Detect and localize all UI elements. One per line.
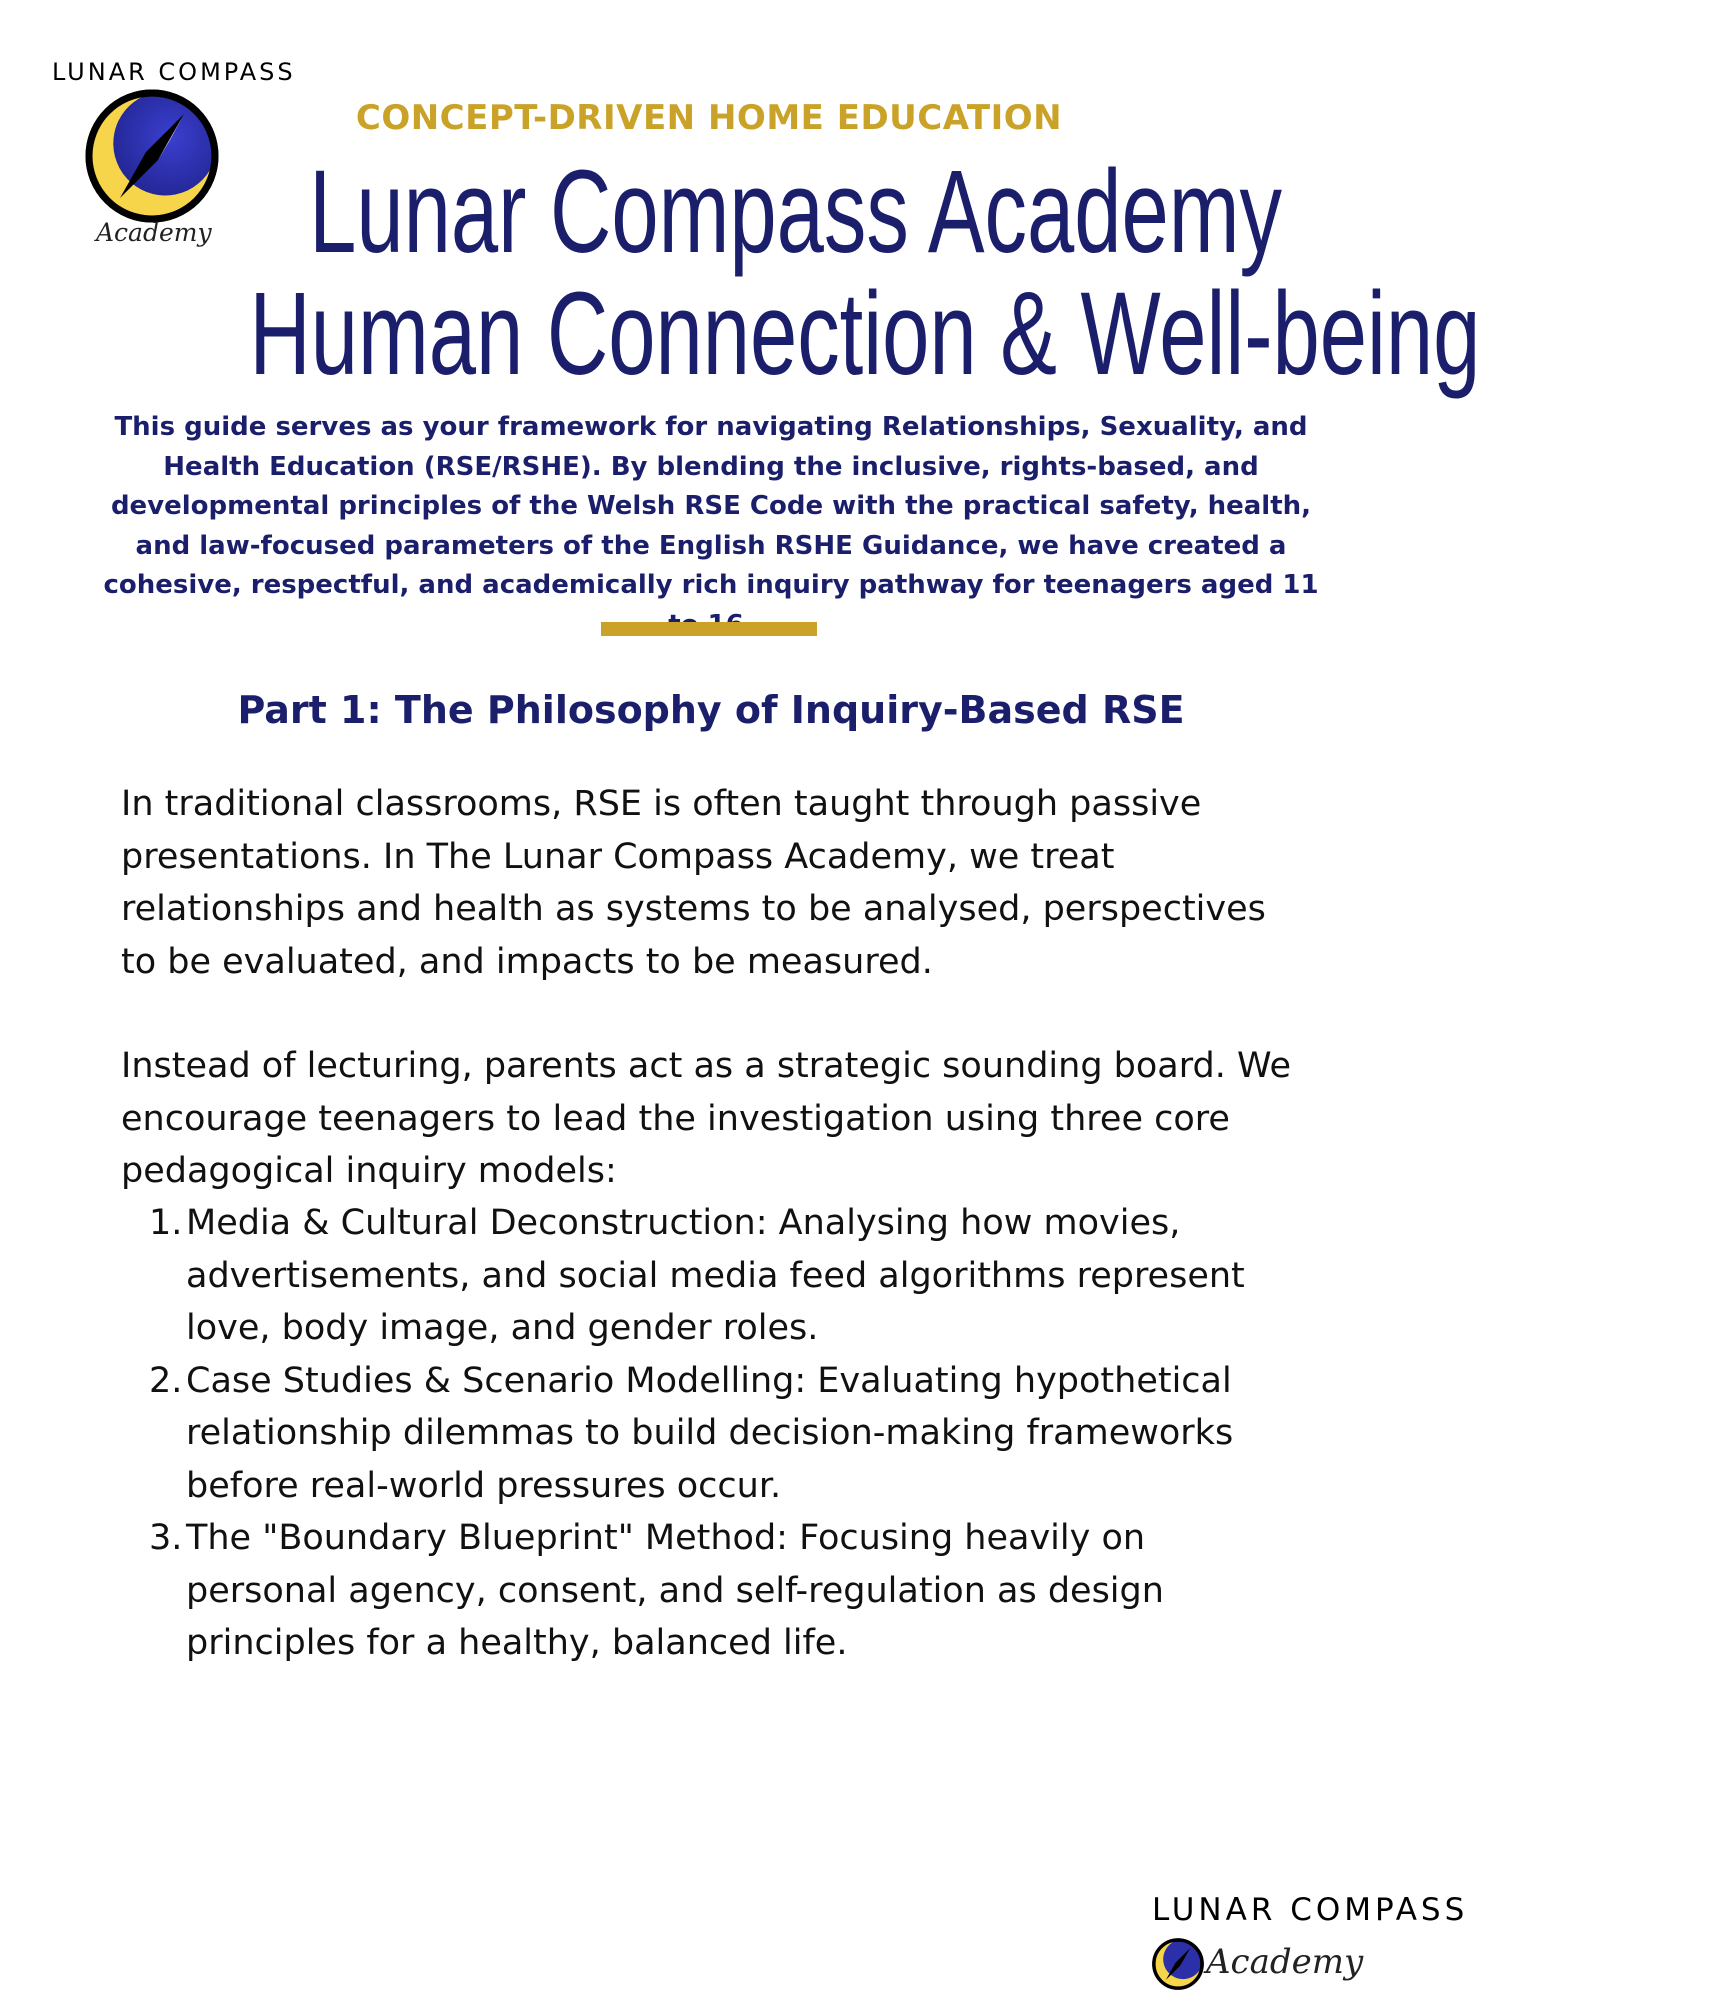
paragraph-2: Instead of lecturing, parents act as a strategic sounding board. We encourage teenagers to lead the investigation using three core pedagogical inquiry models: <box>121 1046 1292 1191</box>
inquiry-models-list <box>121 1197 1301 1670</box>
section-heading: Part 1: The Philosophy of Inquiry-Based RSE <box>237 688 1185 732</box>
list-item <box>121 1197 1301 1355</box>
list-item-text: The "Boundary Blueprint" Method: Focusing heavily on personal agency, consent, and self-regulation as design principles for a healthy, balanced life. <box>186 1518 1164 1663</box>
list-item <box>121 1512 1301 1670</box>
logo-script-text: Academy <box>96 218 212 247</box>
page-title-text-2: Human Connection & Well-being <box>249 268 1481 400</box>
list-item-text: Case Studies & Scenario Modelling: Evaluating hypothetical relationship dilemmas to build decision-making frameworks before real-world pressures occur. <box>186 1360 1234 1506</box>
logo-script-text: Academy <box>1206 1942 1364 1982</box>
logo-brand-text: LUNAR COMPASS <box>52 58 296 86</box>
list-item-number: 3. <box>149 1518 183 1558</box>
page-title-text-1: Lunar Compass Academy <box>309 146 1282 278</box>
kicker <box>0 98 1414 138</box>
list-item <box>121 1355 1301 1513</box>
kicker-text: CONCEPT-DRIVEN HOME EDUCATION <box>355 98 1063 138</box>
intro-text: This guide serves as your framework for navigating Relationships, Sexuality, and Health Education (RSE/RSHE). By blending the inclusive, rights-based, and developmental principles of the Welsh RSE Code with the practical safety, health, and law-focused parameters of the English RSHE Guidance, we have created a cohesive, respectful, and academically rich inquiry pathway for teenagers aged 11 <box>103 412 1319 600</box>
list-item-number: 1. <box>149 1203 183 1243</box>
page-title-line-2 <box>0 268 1481 400</box>
list-item-text: Media & Cultural Deconstruction: Analysing how movies, advertisements, and social media feed algorithms represent love, body image, and gender roles. <box>186 1203 1245 1348</box>
logo-bottom <box>1150 1892 1469 1992</box>
gold-divider <box>601 622 817 636</box>
logo-brand-text: LUNAR COMPASS <box>1152 1892 1469 1928</box>
paragraph-1: In traditional classrooms, RSE is often taught through passive presentations. In The Lunar Compass Academy, we treat relationships and health as systems to be analysed, perspectives to be evaluated, and impacts to be measured. <box>121 784 1266 982</box>
moon-compass-icon <box>1152 1938 1204 1990</box>
page-title-line-1 <box>0 146 1414 278</box>
list-item-number: 2. <box>149 1360 183 1401</box>
